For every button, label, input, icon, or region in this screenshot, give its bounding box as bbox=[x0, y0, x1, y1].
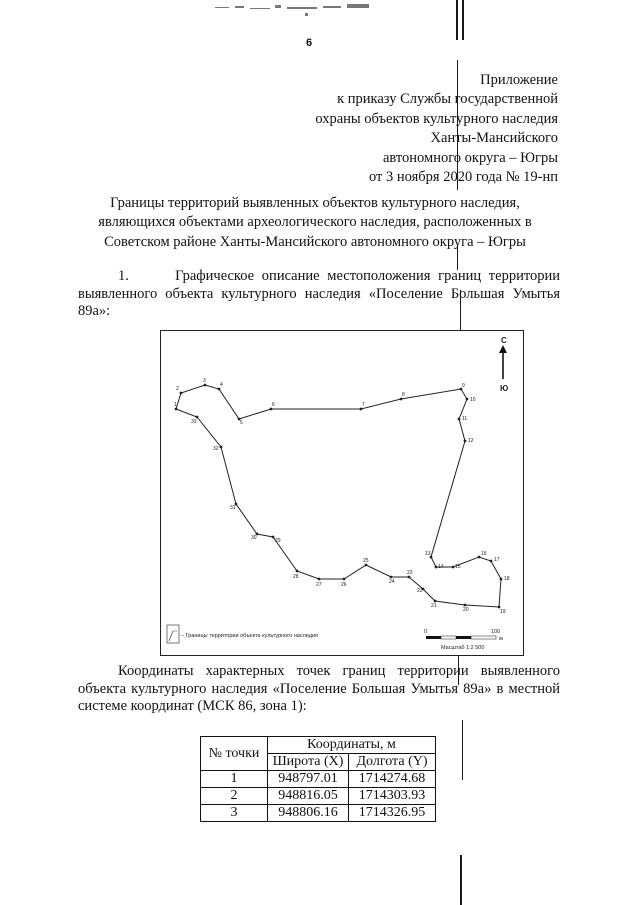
boundary-point-marker bbox=[175, 408, 178, 411]
appendix-line: от 3 ноября 2020 года № 19-нп bbox=[368, 169, 558, 186]
boundary-point-label: 13 bbox=[425, 551, 431, 557]
cell-longitude: 1714326.95 bbox=[349, 805, 436, 822]
boundary-point-marker bbox=[220, 446, 223, 449]
boundary-point-label: 3 bbox=[203, 378, 206, 384]
boundary-point-label: 28 bbox=[293, 574, 299, 580]
appendix-line: Приложение bbox=[480, 72, 558, 88]
scan-noise bbox=[205, 2, 385, 16]
boundary-point-label: 17 bbox=[494, 557, 500, 563]
north-arrow-icon bbox=[499, 336, 508, 393]
header-longitude: Долгота (Y) bbox=[349, 754, 436, 771]
scale-bar bbox=[424, 629, 503, 651]
boundary-point-label: 27 bbox=[316, 582, 322, 588]
header-point-number: № точки bbox=[201, 737, 268, 771]
boundary-point-marker bbox=[296, 570, 299, 573]
boundary-point-marker bbox=[270, 408, 273, 411]
scale-max: 100 bbox=[491, 629, 501, 635]
legend-label: – Границы территории объекта культурного наследия bbox=[181, 633, 318, 639]
boundary-point-label: 24 bbox=[389, 579, 395, 585]
boundary-point-marker bbox=[360, 408, 363, 411]
boundary-point-marker bbox=[478, 556, 481, 559]
coordinates-table bbox=[200, 736, 436, 822]
boundary-line bbox=[176, 385, 501, 607]
boundary-point-label: 2 bbox=[176, 386, 179, 392]
boundary-point-label: 10 bbox=[470, 397, 476, 403]
cell-latitude: 948806.16 bbox=[268, 805, 349, 822]
boundary-point-label: 7 bbox=[362, 402, 365, 408]
title-line: Границы территорий выявленных объектов культурного наследия, bbox=[110, 195, 520, 211]
boundary-point-label: 1 bbox=[174, 402, 177, 408]
section-1-paragraph: 1. Графическое описание местоположения границ территории выявленного объекта культурного наследия «Поселение Большая Умытья 89а»: bbox=[78, 268, 560, 319]
boundary-point-marker bbox=[365, 564, 368, 567]
scan-artifact-line bbox=[456, 0, 458, 40]
section-2-paragraph: Координаты характерных точек границ территории выявленного объекта культурного наследия «Поселение Большая Умытья 89а» в местной системе координат (МСК 86, зона 1): bbox=[78, 663, 560, 714]
boundary-point-marker bbox=[464, 440, 467, 443]
cell-point-number: 3 bbox=[201, 805, 268, 822]
boundary-point-marker bbox=[180, 392, 183, 395]
scan-artifact-line bbox=[462, 0, 464, 40]
title-line: Советском районе Ханты-Мансийского автономного округа – Югры bbox=[104, 233, 526, 250]
cell-point-number: 2 bbox=[201, 788, 268, 805]
scan-artifact-line bbox=[462, 720, 463, 780]
header-latitude: Широта (X) bbox=[268, 754, 349, 771]
boundary-point-marker bbox=[435, 566, 438, 569]
boundary-point-label: 20 bbox=[463, 607, 469, 613]
boundary-point-label: 4 bbox=[220, 382, 223, 388]
boundary-point-marker bbox=[272, 536, 275, 539]
boundary-point-marker bbox=[500, 578, 503, 581]
boundary-point-label: 15 bbox=[455, 564, 461, 570]
boundary-point-marker bbox=[400, 398, 403, 401]
boundary-point-label: 6 bbox=[272, 402, 275, 408]
scale-zero: 0 bbox=[424, 629, 428, 635]
boundary-map bbox=[160, 330, 524, 656]
table-header-row bbox=[201, 737, 436, 754]
boundary-point-marker bbox=[318, 578, 321, 581]
cell-longitude: 1714303.93 bbox=[349, 788, 436, 805]
cell-latitude: 948797.01 bbox=[268, 771, 349, 788]
boundary-point-label: 25 bbox=[363, 558, 369, 564]
boundary-point-label: 29 bbox=[275, 538, 281, 544]
boundary-point-label: 31 bbox=[230, 505, 236, 511]
title-line: являющихся объектами археологического наследия, расположенных в bbox=[98, 214, 532, 231]
boundary-point-marker bbox=[464, 604, 467, 607]
appendix-line: охраны объектов культурного наследия bbox=[315, 110, 558, 127]
map-drawing bbox=[161, 331, 523, 655]
appendix-line: автономного округа – Югры bbox=[382, 149, 558, 166]
boundary-point-marker bbox=[196, 416, 199, 419]
appendix-line: Ханты-Мансийского bbox=[430, 130, 558, 147]
boundary-point-marker bbox=[434, 600, 437, 603]
boundary-point-label: 30 bbox=[251, 535, 257, 541]
boundary-point-label: 21 bbox=[431, 603, 437, 609]
scan-artifact-line bbox=[460, 855, 462, 905]
south-label: Ю bbox=[500, 384, 509, 393]
scale-text: Масштаб 1:2 500 bbox=[441, 645, 485, 651]
boundary-point-label: 33 bbox=[191, 419, 197, 425]
table-row bbox=[201, 788, 436, 805]
scale-unit: м bbox=[499, 636, 503, 642]
boundary-point-label: 14 bbox=[438, 564, 444, 570]
cell-point-number: 1 bbox=[201, 771, 268, 788]
appendix-line: к приказу Службы государственной bbox=[337, 91, 558, 108]
boundary-point-label: 22 bbox=[417, 588, 423, 594]
table-row bbox=[201, 771, 436, 788]
boundary-point-label: 16 bbox=[481, 551, 487, 557]
boundary-point-marker bbox=[218, 388, 221, 391]
cell-longitude: 1714274.68 bbox=[349, 771, 436, 788]
boundary-point-label: 5 bbox=[240, 420, 243, 426]
cell-latitude: 948816.05 bbox=[268, 788, 349, 805]
header-coordinates: Координаты, м bbox=[268, 737, 436, 754]
north-label: С bbox=[501, 336, 507, 345]
boundary-point-marker bbox=[452, 566, 455, 569]
boundary-point-label: 11 bbox=[462, 416, 468, 422]
boundary-point-label: 18 bbox=[504, 576, 510, 582]
boundary-point-marker bbox=[204, 384, 207, 387]
boundary-point-label: 32 bbox=[213, 446, 219, 452]
boundary-point-marker bbox=[390, 576, 393, 579]
boundary-point-label: 26 bbox=[341, 582, 347, 588]
boundary-point-marker bbox=[490, 560, 493, 563]
boundary-point-label: 8 bbox=[402, 392, 405, 398]
boundary-point-marker bbox=[466, 398, 469, 401]
table-row bbox=[201, 805, 436, 822]
boundary-point-label: 19 bbox=[500, 609, 506, 615]
boundary-point-marker bbox=[498, 606, 501, 609]
boundary-point-marker bbox=[458, 418, 461, 421]
document-title bbox=[70, 194, 560, 252]
map-legend bbox=[167, 625, 318, 643]
page-number: 6 bbox=[306, 37, 313, 49]
boundary-point-label: 9 bbox=[462, 383, 465, 389]
boundary-point-marker bbox=[343, 578, 346, 581]
boundary-point-label: 12 bbox=[468, 438, 474, 444]
appendix-header bbox=[238, 71, 558, 187]
boundary-point-marker bbox=[408, 576, 411, 579]
boundary-point-label: 23 bbox=[407, 570, 413, 576]
